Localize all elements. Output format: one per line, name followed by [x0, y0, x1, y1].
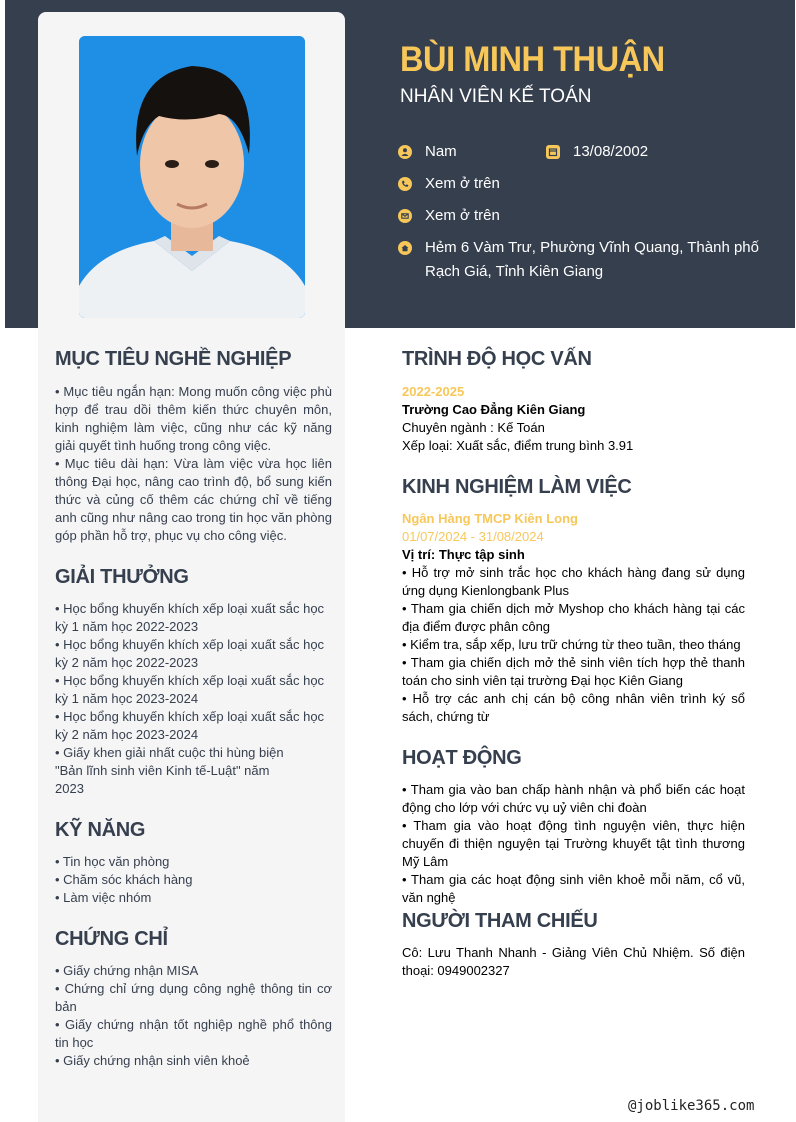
award-item-speech-line-1: • Giấy khen giải nhất cuộc thi hùng biện [55, 745, 284, 760]
job-title: NHÂN VIÊN KẾ TOÁN [400, 86, 592, 107]
certificate-item: • Giấy chứng nhận tốt nghiệp nghề phổ thông tin học [55, 1017, 332, 1050]
email-icon [398, 209, 412, 223]
user-icon [398, 145, 412, 159]
activities-list [402, 781, 745, 907]
experience-period: 01/07/2024 - 31/08/2024 [402, 529, 544, 544]
email-value: Xem ở trên [425, 207, 500, 224]
awards-title: GIẢI THƯỞNG [55, 566, 189, 588]
certificates-title: CHỨNG CHỈ [55, 928, 168, 950]
experience-position: Vị trí: Thực tập sinh [402, 547, 525, 562]
gender-row [398, 140, 457, 164]
career-goal-text [55, 383, 332, 545]
education-grade: Xếp loại: Xuất sắc, điểm trung bình 3.91 [402, 438, 634, 453]
certificate-item: • Giấy chứng nhận sinh viên khoẻ [55, 1053, 250, 1068]
career-goal-long-term: • Mục tiêu dài hạn: Vừa làm việc vừa học liên thông Đại học, nâng cao trình độ, bổ sung kiến thức và củng cố thêm các chứng chỉ về tiếng anh cũng như nâng cao trong tin học văn phòng góp phần hỗ trợ, phục vụ cho công việc. [55, 456, 332, 543]
skills-title: KỸ NĂNG [55, 819, 146, 841]
experience-task: • Hỗ trợ mở sinh trắc học cho khách hàng đang sử dụng ứng dụng Kienlongbank Plus [402, 565, 745, 598]
reference-text: Cô: Lưu Thanh Nhanh - Giảng Viên Chủ Nhiệm. Số điện thoại: 0949002327 [402, 945, 745, 978]
award-item: • Học bổng khuyến khích xếp loại xuất sắc học kỳ 1 năm học 2022-2023 [55, 601, 325, 634]
award-item-speech-line-2: "Bản lĩnh sinh viên Kinh tế-Luật" năm [55, 763, 270, 778]
experience-company: Ngân Hàng TMCP Kiên Long [402, 511, 578, 526]
activity-item: • Tham gia vào ban chấp hành nhận và phổ biến các hoạt động cho lớp với chức vụ uỷ viên chi đoàn [402, 782, 745, 815]
award-item: • Học bổng khuyến khích xếp loại xuất sắc học kỳ 2 năm học 2023-2024 [55, 709, 325, 742]
watermark: @joblike365.com [628, 1098, 755, 1114]
activities-title: HOẠT ĐỘNG [402, 747, 522, 769]
activity-item: • Tham gia vào hoạt động tình nguyện viên, thực hiện chuyến đi thiện nguyện tại Trường khuyết tật tình thương Mỹ Lâm [402, 818, 745, 869]
certificate-item: • Giấy chứng nhận MISA [55, 963, 199, 978]
experience-task: • Kiểm tra, sắp xếp, lưu trữ chứng từ theo tuần, theo tháng [402, 637, 741, 652]
awards-list [55, 600, 332, 798]
home-icon [398, 241, 412, 255]
experience-block [402, 510, 745, 726]
skill-item: • Tin học văn phòng [55, 854, 170, 869]
experience-task: • Hỗ trợ các anh chị cán bộ công nhân viên trình ký sổ sách, chứng từ [402, 691, 745, 724]
skill-item: • Làm việc nhóm [55, 890, 152, 905]
phone-row [398, 172, 500, 196]
email-row [398, 204, 500, 228]
career-goal-title: MỤC TIÊU NGHỀ NGHIỆP [55, 348, 292, 370]
gender-value: Nam [425, 143, 457, 160]
experience-title: KINH NGHIỆM LÀM VIỆC [402, 476, 632, 498]
experience-task: • Tham gia chiến dịch mở Myshop cho khách hàng tại các địa điểm được phân công [402, 601, 745, 634]
career-goal-short-term: • Mục tiêu ngắn hạn: Mong muốn công việc phù hợp để trau dồi thêm kiến thức chuyên môn, kinh nghiệm làm việc, cũng như các kỹ năng giải quyết tình huống trong công việc. [55, 384, 332, 453]
profile-photo-illustration [79, 36, 305, 318]
phone-icon [398, 177, 412, 191]
reference-title: NGƯỜI THAM CHIẾU [402, 910, 598, 932]
activity-item: • Tham gia các hoạt động sinh viên khoẻ mỗi năm, cổ vũ, văn nghệ [402, 872, 745, 905]
candidate-name: BÙI MINH THUẬN [400, 40, 665, 79]
birthdate-row [546, 140, 648, 164]
education-period: 2022-2025 [402, 384, 465, 399]
birthdate-value: 13/08/2002 [573, 143, 649, 160]
award-item-speech-line-3: 2023 [55, 781, 84, 796]
award-item: • Học bổng khuyến khích xếp loại xuất sắc học kỳ 1 năm học 2023-2024 [55, 673, 325, 706]
education-title: TRÌNH ĐỘ HỌC VẤN [402, 348, 592, 370]
address-row [398, 236, 770, 284]
phone-value: Xem ở trên [425, 175, 500, 192]
award-item: • Học bổng khuyến khích xếp loại xuất sắc học kỳ 2 năm học 2022-2023 [55, 637, 325, 670]
education-school: Trường Cao Đẳng Kiên Giang [402, 402, 586, 417]
calendar-icon [546, 145, 560, 159]
education-block [402, 383, 745, 455]
education-major: Chuyên ngành : Kế Toán [402, 420, 545, 435]
certificates-list [55, 962, 332, 1070]
certificate-item: • Chứng chỉ ứng dụng công nghệ thông tin cơ bản [55, 981, 332, 1014]
skills-list [55, 853, 332, 907]
address-value: Hẻm 6 Vàm Trư, Phường Vĩnh Quang, Thành phố Rạch Giá, Tỉnh Kiên Giang [425, 239, 759, 280]
profile-photo [79, 36, 305, 318]
skill-item: • Chăm sóc khách hàng [55, 872, 193, 887]
experience-task: • Tham gia chiến dịch mở thẻ sinh viên tích hợp thẻ thanh toán cho sinh viên tại trường Đại học Kiên Giang [402, 655, 745, 688]
